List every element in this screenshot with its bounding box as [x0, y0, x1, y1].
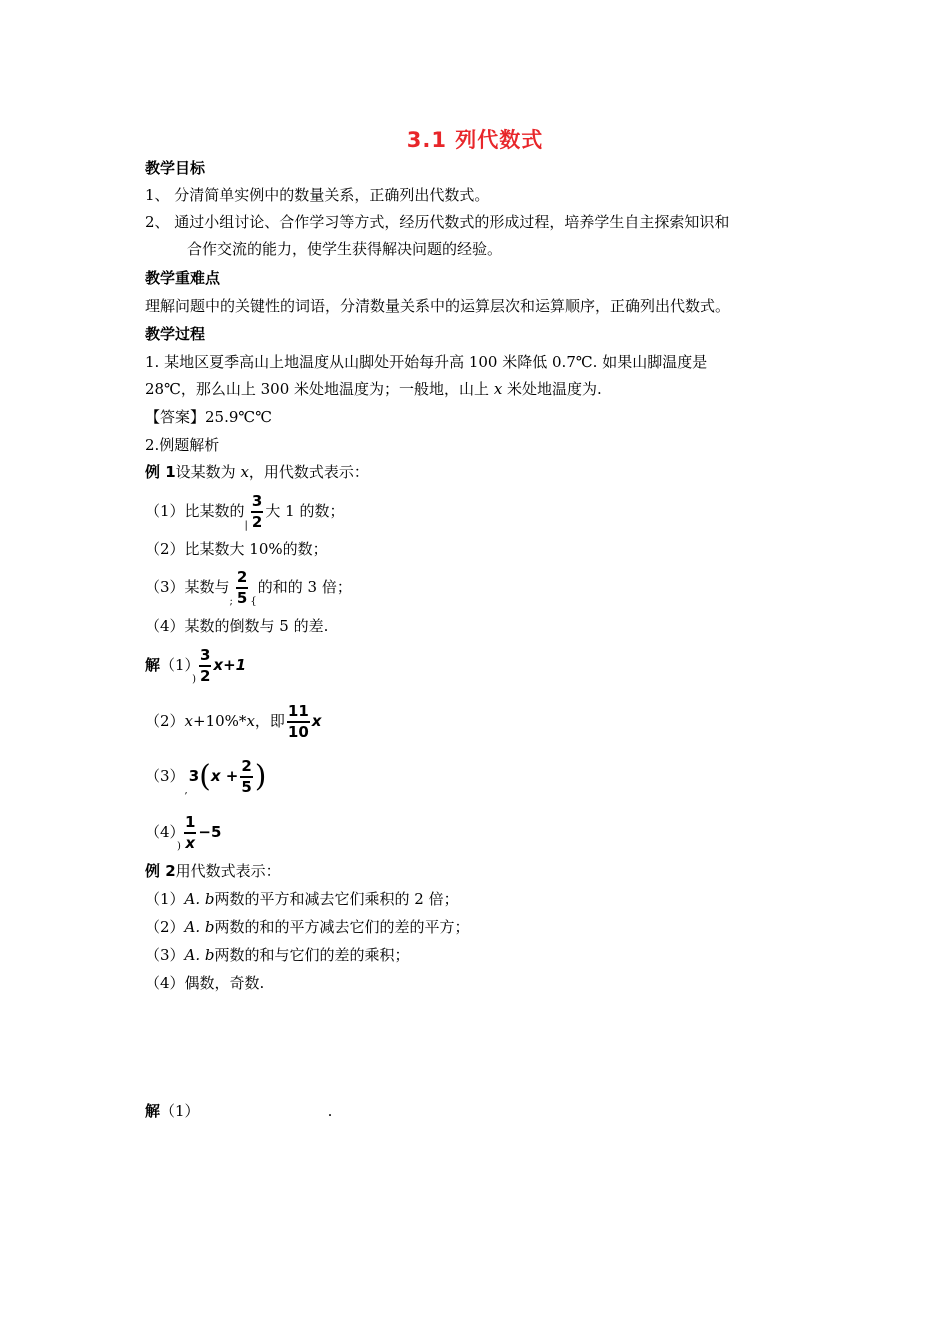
fraction-three-halves	[251, 494, 263, 530]
coefficient: 3	[188, 767, 200, 785]
question-1-line-2	[145, 378, 602, 400]
goal-item-2: 2、 通过小组讨论、合作学习等方式，经历代数式的形成过程，培养学生自主探索知识和	[145, 213, 730, 231]
fraction-marker: ,	[184, 785, 188, 796]
variable-x: x	[493, 380, 503, 398]
expression-inner: x +	[210, 767, 239, 785]
fraction-marker: )	[177, 841, 181, 852]
example-2-prompt-text: 用代数式表示：	[175, 862, 281, 880]
fraction-denominator: 10	[287, 723, 309, 741]
fraction-numerator: 3	[199, 648, 211, 667]
example-2-part-4: （4）偶数，奇数.	[145, 974, 265, 992]
fraction-denominator: 2	[251, 513, 263, 531]
solution-index: （4）	[145, 823, 178, 841]
example-2-part-1	[145, 888, 459, 910]
part-text: 两数的平方和减去它们乘积的 2 倍；	[214, 890, 459, 908]
fraction-numerator: 2	[240, 759, 252, 778]
solution-label: 解	[145, 1102, 161, 1120]
part-text: 两数的和的平方减去它们的差的平方；	[214, 918, 470, 936]
part-1-text-pre: （1）比某数的	[145, 502, 245, 520]
part-index: （1）	[145, 890, 185, 908]
part-3-text-pre: （3）某数与	[145, 578, 230, 596]
fraction-eleven-tenths	[287, 704, 310, 740]
expression-rest: x+1	[213, 656, 247, 674]
example-2-solution	[145, 1100, 332, 1122]
part-1-text-post: 大 1 的数；	[265, 502, 345, 520]
variable-x: x	[240, 463, 249, 481]
process-heading: 教学过程	[145, 325, 206, 343]
expression-middle: +10%*	[193, 712, 247, 730]
question-1-text-pre: 28℃，那么山上 300 米处地温度为；一般地，山上	[145, 380, 494, 398]
example-2-part-3	[145, 944, 410, 966]
example-1-prompt	[145, 461, 369, 483]
keypoints-heading: 教学重难点	[145, 269, 221, 287]
fraction-denominator: 5	[236, 589, 248, 607]
solution-index: （2）	[145, 712, 185, 730]
solution-end-mark: .	[327, 1102, 333, 1120]
variables-ab: A. b	[184, 946, 215, 964]
example-2-part-2	[145, 916, 470, 938]
question-1-text-post: 米处地温度为.	[502, 380, 602, 398]
fraction-two-fifths	[236, 570, 248, 606]
solution-1-2	[145, 704, 321, 740]
part-3-text-post: 的和的 3 倍；	[257, 578, 352, 596]
fraction-marker: |	[244, 520, 248, 531]
fraction-numerator: 11	[287, 704, 310, 723]
example-1-prompt-post: ，用代数式表示：	[248, 463, 369, 481]
fraction-denominator: x	[185, 834, 196, 852]
example-1-part-1	[145, 494, 344, 543]
goals-heading: 教学目标	[145, 159, 206, 177]
page-title: 3.1 列代数式	[406, 128, 544, 152]
solution-index: （1）	[160, 656, 193, 674]
solution-label: 解	[145, 656, 161, 674]
fraction-denominator: 2	[199, 667, 211, 685]
example-1-prompt-pre: 设某数为	[175, 463, 241, 481]
fraction-denominator: 5	[241, 778, 252, 796]
solution-1-4	[145, 815, 221, 864]
goal-item-2-continued: 合作交流的能力，使学生获得解决问题的经验。	[187, 240, 503, 258]
fraction-numerator: 1	[184, 815, 196, 834]
section-2-heading: 2.例题解析	[145, 436, 220, 454]
example-1-label: 例 1	[145, 463, 176, 481]
fraction-numerator: 3	[251, 494, 263, 513]
fraction-marker: {	[250, 596, 257, 607]
question-1-line-1: 1. 某地区夏季高山上地温度从山脚处开始每升高 100 米降低 0.7℃. 如果山脚温度是	[145, 353, 708, 371]
part-text: 两数的和与它们的差的乘积；	[214, 946, 410, 964]
left-paren: (	[199, 759, 211, 794]
solution-1-3	[145, 756, 267, 811]
expression-rest: −5	[198, 823, 222, 841]
keypoints-text: 理解问题中的关键性的词语，分清数量关系中的运算层次和运算顺序，正确列出代数式。	[145, 297, 731, 315]
example-2-label: 例 2	[145, 862, 176, 880]
variables-ab: A. b	[184, 918, 215, 936]
example-1-part-4: （4）某数的倒数与 5 的差.	[145, 617, 329, 635]
example-2-prompt	[145, 860, 281, 882]
answer-value: 25.9℃℃	[205, 408, 272, 426]
fraction-marker: )	[192, 674, 196, 685]
expression-post: ，即	[254, 712, 285, 730]
example-1-part-2: （2）比某数大 10%的数；	[145, 540, 328, 558]
part-index: （3）	[145, 946, 185, 964]
fraction-three-halves	[199, 648, 211, 684]
solution-1-1	[145, 648, 246, 697]
answer-line	[145, 406, 272, 428]
fraction-marker: ;	[229, 596, 233, 607]
answer-label: 【答案】	[145, 408, 206, 426]
variables-ab: A. b	[184, 890, 215, 908]
variable-x: x	[311, 712, 322, 730]
solution-index: （3）	[145, 767, 185, 785]
right-paren: )	[254, 759, 267, 794]
variable-x: x	[184, 712, 194, 730]
solution-index: （1）	[160, 1102, 200, 1120]
fraction-one-over-x	[184, 815, 196, 851]
fraction-numerator: 2	[236, 570, 248, 589]
part-index: （2）	[145, 918, 185, 936]
goal-item-1: 1、 分清简单实例中的数量关系，正确列出代数式。	[145, 186, 490, 204]
fraction-two-fifths	[240, 759, 252, 795]
variable-x: x	[246, 712, 255, 730]
example-1-part-3	[145, 570, 352, 619]
